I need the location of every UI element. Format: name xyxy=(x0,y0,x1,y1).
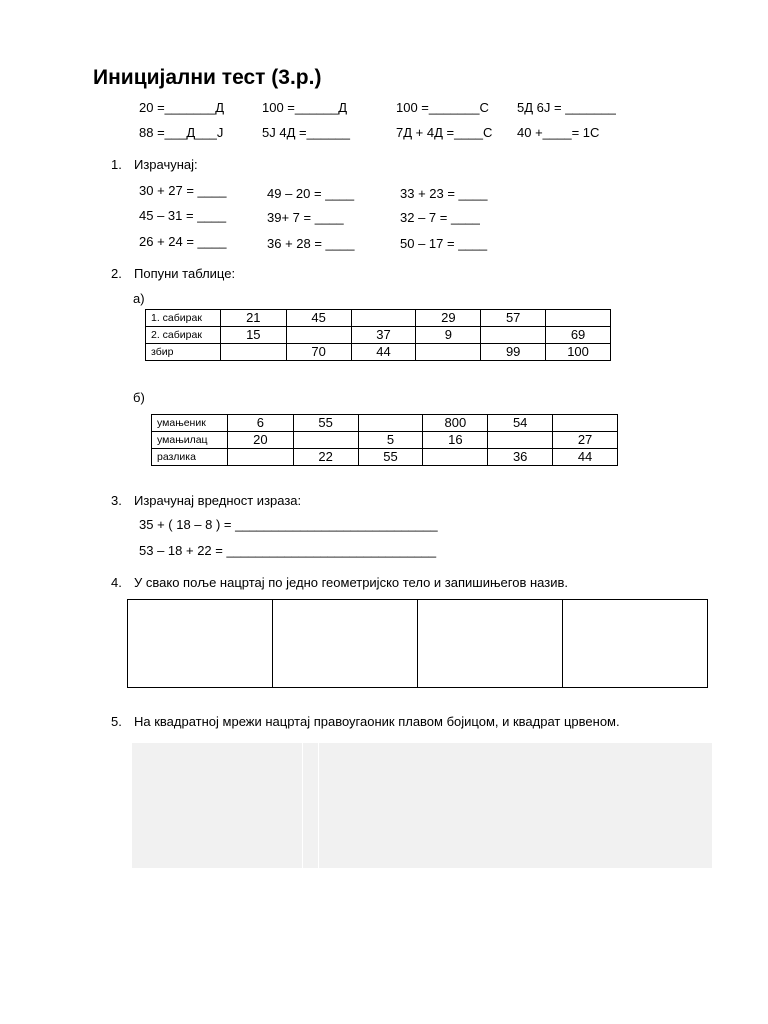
table-row xyxy=(152,415,618,432)
task-number: 2. xyxy=(111,266,122,281)
table-cell[interactable] xyxy=(546,310,611,327)
addition-table xyxy=(145,309,611,361)
row-label: умањилац xyxy=(152,432,228,449)
table-cell[interactable]: 44 xyxy=(351,344,416,361)
table-cell[interactable]: 16 xyxy=(423,432,488,449)
table-cell[interactable]: 6 xyxy=(227,415,293,432)
table-cell[interactable] xyxy=(553,415,618,432)
conversion-item: 40 +____= 1С xyxy=(517,125,600,140)
task-number: 1. xyxy=(111,157,122,172)
conversion-item: 20 =_______Д xyxy=(139,100,225,115)
subtraction-table xyxy=(151,414,618,466)
part-label: а) xyxy=(133,291,145,306)
exercise-item: 45 – 31 = ____ xyxy=(139,208,227,223)
exercise-item: 39+ 7 = ____ xyxy=(267,210,344,225)
table-cell[interactable] xyxy=(227,449,293,466)
exercise-item: 50 – 17 = ____ xyxy=(400,236,488,251)
exercise-item: 32 – 7 = ____ xyxy=(400,210,480,225)
square-grid[interactable] xyxy=(132,743,712,868)
exercise-item: 26 + 24 = ____ xyxy=(139,234,227,249)
page-title: Иницијални тест (3.р.) xyxy=(93,66,322,89)
table-cell[interactable]: 5 xyxy=(358,432,423,449)
table-cell[interactable] xyxy=(220,344,286,361)
row-label: збир xyxy=(146,344,221,361)
drawing-box[interactable] xyxy=(128,600,272,687)
row-label: умањеник xyxy=(152,415,228,432)
table-cell[interactable]: 15 xyxy=(220,327,286,344)
conversion-item: 88 =___Д___Ј xyxy=(139,125,224,140)
table-cell[interactable]: 36 xyxy=(488,449,553,466)
table-cell[interactable] xyxy=(286,327,351,344)
exercise-item: 49 – 20 = ____ xyxy=(267,186,355,201)
table-row xyxy=(146,344,611,361)
task-label: Попуни таблице: xyxy=(134,266,236,281)
table-row xyxy=(152,449,618,466)
task-number: 3. xyxy=(111,493,122,508)
task-label: У свако поље нацртај по једно геометријско тело и запишињегов назив. xyxy=(134,575,568,590)
grid-line xyxy=(318,743,319,868)
table-cell[interactable] xyxy=(416,344,481,361)
table-cell[interactable]: 21 xyxy=(220,310,286,327)
table-cell[interactable]: 44 xyxy=(553,449,618,466)
drawing-box[interactable] xyxy=(562,600,707,687)
expression-item: 35 + ( 18 – 8 ) = ____________________________ xyxy=(139,517,438,532)
drawing-box[interactable] xyxy=(272,600,417,687)
table-cell[interactable]: 27 xyxy=(553,432,618,449)
table-cell[interactable]: 57 xyxy=(481,310,546,327)
table-cell[interactable] xyxy=(488,432,553,449)
row-label: разлика xyxy=(152,449,228,466)
table-cell[interactable]: 29 xyxy=(416,310,481,327)
table-cell[interactable]: 45 xyxy=(286,310,351,327)
task-label: Израчунај: xyxy=(134,157,198,172)
task-number: 4. xyxy=(111,575,122,590)
part-label: б) xyxy=(133,390,145,405)
row-label: 1. сабирак xyxy=(146,310,221,327)
conversion-item: 100 =______Д xyxy=(262,100,348,115)
table-row xyxy=(152,432,618,449)
task-label: На квадратној мрежи нацртај правоугаоник плавом бојицом, и квадрат црвеном. xyxy=(134,714,620,729)
row-label: 2. сабирак xyxy=(146,327,221,344)
expression-item: 53 – 18 + 22 = _____________________________ xyxy=(139,543,437,558)
drawing-box[interactable] xyxy=(417,600,562,687)
table-cell[interactable]: 100 xyxy=(546,344,611,361)
table-cell[interactable] xyxy=(351,310,416,327)
exercise-item: 33 + 23 = ____ xyxy=(400,186,488,201)
table-cell[interactable] xyxy=(481,327,546,344)
table-cell[interactable]: 99 xyxy=(481,344,546,361)
table-cell[interactable] xyxy=(358,415,423,432)
conversion-item: 7Д + 4Д =____С xyxy=(396,125,493,140)
table-cell[interactable]: 69 xyxy=(546,327,611,344)
conversion-item: 5Д 6Ј = _______ xyxy=(517,100,616,115)
task-number: 5. xyxy=(111,714,122,729)
task-label: Израчунај вредност израза: xyxy=(134,493,302,508)
table-cell[interactable]: 70 xyxy=(286,344,351,361)
drawing-boxes xyxy=(127,599,708,688)
table-row xyxy=(146,310,611,327)
table-cell[interactable]: 55 xyxy=(358,449,423,466)
exercise-item: 36 + 28 = ____ xyxy=(267,236,355,251)
table-row xyxy=(146,327,611,344)
table-cell[interactable] xyxy=(293,432,358,449)
grid-line xyxy=(302,743,303,868)
table-cell[interactable] xyxy=(423,449,488,466)
table-cell[interactable]: 9 xyxy=(416,327,481,344)
exercise-item: 30 + 27 = ____ xyxy=(139,183,227,198)
table-cell[interactable]: 37 xyxy=(351,327,416,344)
conversion-item: 100 =_______С xyxy=(396,100,489,115)
table-cell[interactable]: 800 xyxy=(423,415,488,432)
table-cell[interactable]: 54 xyxy=(488,415,553,432)
table-cell[interactable]: 55 xyxy=(293,415,358,432)
conversion-item: 5Ј 4Д =______ xyxy=(262,125,350,140)
table-cell[interactable]: 22 xyxy=(293,449,358,466)
table-cell[interactable]: 20 xyxy=(227,432,293,449)
